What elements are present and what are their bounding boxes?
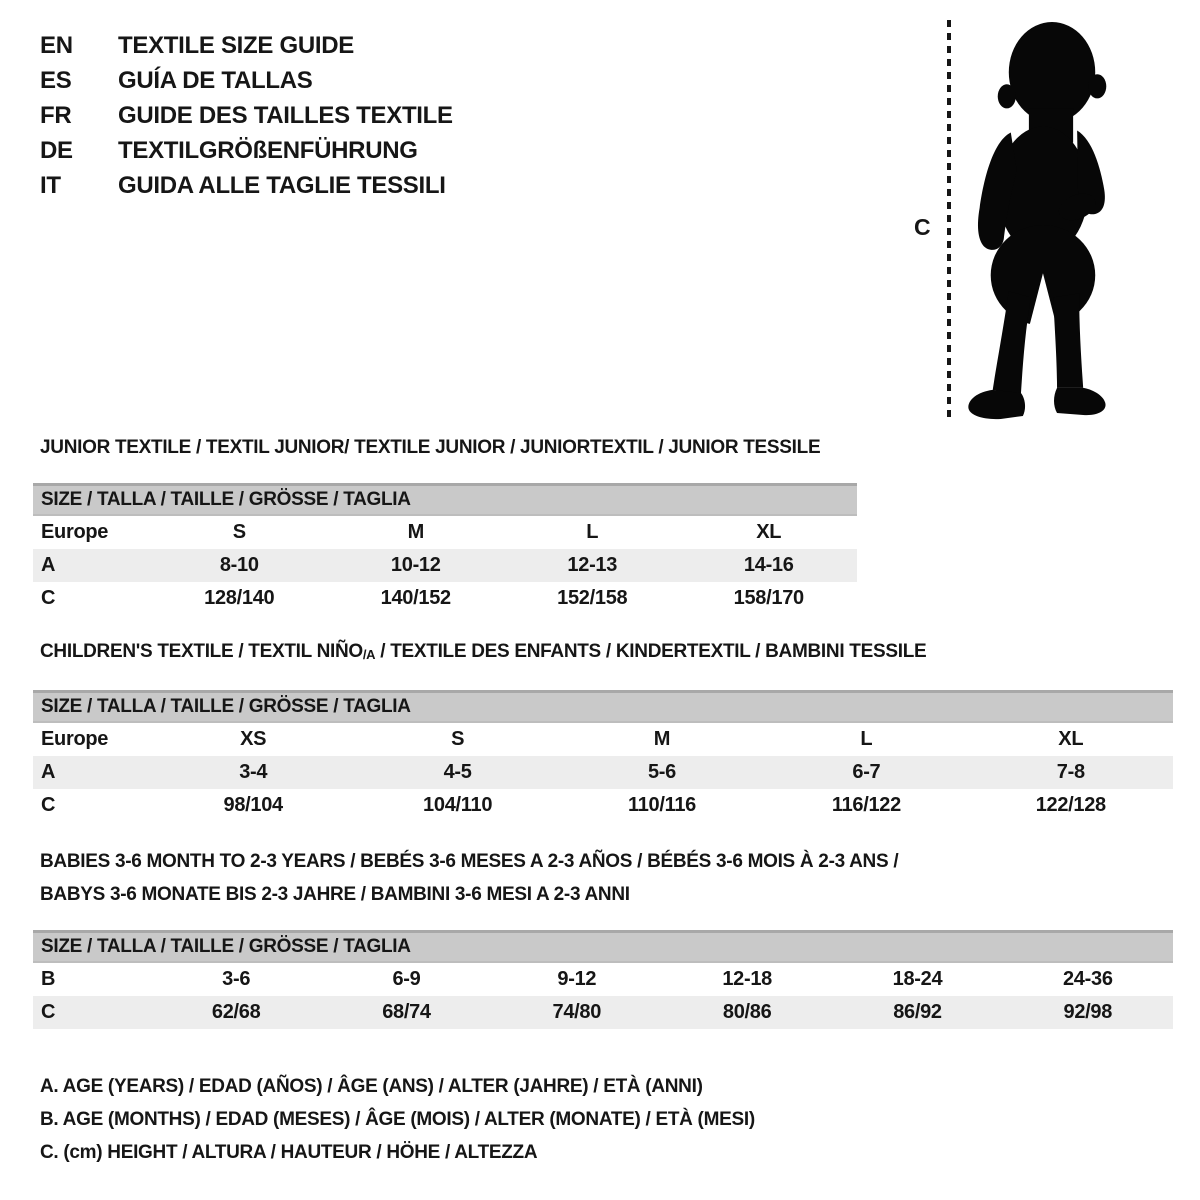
guide-title-es: GUÍA DE TALLAS — [118, 67, 313, 94]
row-label: C — [41, 587, 56, 609]
legend-notes — [40, 1070, 755, 1169]
table-row-height — [33, 996, 1173, 1029]
age-value: 14-16 — [743, 554, 794, 576]
language-code: FR — [40, 102, 72, 129]
size-value: M — [653, 728, 671, 750]
size-value: M — [407, 521, 424, 543]
language-row — [40, 28, 453, 63]
height-value: 140/152 — [380, 587, 451, 609]
age-value: 6-7 — [852, 761, 881, 783]
title-part: / TEXTILE DES ENFANTS / KINDERTEXTIL / BAMBINI TESSILE — [375, 641, 927, 662]
size-value: L — [586, 521, 599, 543]
size-table-header: SIZE / TALLA / TAILLE / GRÖSSE / TAGLIA — [33, 690, 1173, 723]
toddler-silhouette-icon — [964, 22, 1136, 422]
size-table-header: SIZE / TALLA / TAILLE / GRÖSSE / TAGLIA — [33, 483, 857, 516]
junior-size-table — [33, 483, 857, 615]
note-a-age-years: A. AGE (YEARS) / EDAD (AÑOS) / ÂGE (ANS) / ALTER (JAHRE) / ETÀ (ANNI) — [40, 1076, 703, 1097]
language-code: IT — [40, 172, 61, 199]
months-value: 9-12 — [557, 968, 597, 990]
height-value: 62/68 — [211, 1001, 261, 1023]
table-row-height — [33, 582, 857, 615]
section-junior-textile — [33, 437, 857, 615]
height-value: 116/122 — [831, 794, 901, 816]
guide-title-en: TEXTILE SIZE GUIDE — [118, 32, 354, 59]
size-table-header: SIZE / TALLA / TAILLE / GRÖSSE / TAGLIA — [33, 930, 1173, 963]
height-value: 122/128 — [1035, 794, 1106, 816]
age-value: 8-10 — [219, 554, 259, 576]
months-value: 3-6 — [222, 968, 251, 990]
size-value: S — [451, 728, 465, 750]
table-row-height — [33, 789, 1173, 822]
section-title-children — [40, 641, 1173, 663]
age-value: 3-4 — [239, 761, 268, 783]
children-size-table — [33, 690, 1173, 822]
title-part: CHILDREN'S TEXTILE / TEXTIL NIÑO — [40, 641, 363, 662]
table-row-months — [33, 963, 1173, 996]
height-value: 86/92 — [893, 1001, 942, 1023]
table-row-age — [33, 549, 857, 582]
row-label: A — [41, 554, 56, 576]
size-value: XL — [1058, 728, 1084, 750]
height-value: 80/86 — [722, 1001, 772, 1023]
language-code: EN — [40, 32, 73, 59]
table-row-age — [33, 756, 1173, 789]
height-measure-label: C — [914, 214, 931, 240]
section-title-junior: JUNIOR TEXTILE / TEXTIL JUNIOR/ TEXTILE JUNIOR / JUNIORTEXTIL / JUNIOR TESSILE — [40, 437, 821, 458]
language-title-block — [40, 28, 453, 203]
row-label: Europe — [41, 521, 109, 543]
section-title-babies-line2: BABYS 3-6 MONATE BIS 2-3 JAHRE / BAMBINI 3-6 MESI A 2-3 ANNI — [40, 884, 630, 905]
age-value: 10-12 — [390, 554, 441, 576]
language-code: DE — [40, 137, 73, 164]
row-label: Europe — [41, 728, 109, 750]
height-value: 158/170 — [733, 587, 804, 609]
row-label: B — [41, 968, 56, 990]
guide-title-fr: GUIDE DES TAILLES TEXTILE — [118, 102, 453, 129]
title-sub: /A — [362, 647, 376, 662]
height-value: 74/80 — [552, 1001, 602, 1023]
size-value: XS — [240, 728, 267, 750]
months-value: 18-24 — [892, 968, 943, 990]
language-code: ES — [40, 67, 72, 94]
months-value: 12-18 — [722, 968, 772, 990]
height-value: 104/110 — [423, 794, 493, 816]
height-measure-figure — [900, 14, 1170, 428]
row-label: C — [41, 1001, 56, 1023]
age-value: 7-8 — [1056, 761, 1085, 783]
height-value: 98/104 — [223, 794, 283, 816]
size-value: XL — [756, 521, 782, 543]
section-children-textile — [33, 641, 1173, 822]
row-label: C — [41, 794, 56, 816]
row-label: A — [41, 761, 56, 783]
months-value: 6-9 — [392, 968, 421, 990]
babies-size-table — [33, 930, 1173, 1029]
language-row — [40, 63, 453, 98]
guide-title-it: GUIDA ALLE TAGLIE TESSILI — [118, 172, 446, 199]
section-babies-textile — [33, 851, 1173, 1029]
guide-title-de: TEXTILGRÖßENFÜHRUNG — [118, 137, 418, 164]
size-value: S — [232, 521, 246, 543]
language-row — [40, 133, 453, 168]
language-row — [40, 98, 453, 133]
months-value: 24-36 — [1062, 968, 1113, 990]
age-value: 12-13 — [567, 554, 618, 576]
height-value: 128/140 — [204, 587, 275, 609]
height-value: 92/98 — [1063, 1001, 1113, 1023]
height-value: 110/116 — [627, 794, 696, 816]
height-dashed-line-icon — [947, 20, 951, 422]
height-value: 68/74 — [382, 1001, 431, 1023]
age-value: 5-6 — [647, 761, 676, 783]
table-row-europe — [33, 516, 857, 549]
note-b-age-months: B. AGE (MONTHS) / EDAD (MESES) / ÂGE (MOIS) / ALTER (MONATE) / ETÀ (MESI) — [40, 1109, 755, 1130]
section-title-babies-line1: BABIES 3-6 MONTH TO 2-3 YEARS / BEBÉS 3-6 MESES A 2-3 AÑOS / BÉBÉS 3-6 MOIS À 2-3 ANS / — [40, 851, 899, 872]
table-row-europe — [33, 723, 1173, 756]
height-value: 152/158 — [557, 587, 628, 609]
size-value: L — [860, 728, 873, 750]
language-row — [40, 168, 453, 203]
note-c-height-cm: C. (cm) HEIGHT / ALTURA / HAUTEUR / HÖHE / ALTEZZA — [40, 1142, 538, 1163]
age-value: 4-5 — [443, 761, 472, 783]
